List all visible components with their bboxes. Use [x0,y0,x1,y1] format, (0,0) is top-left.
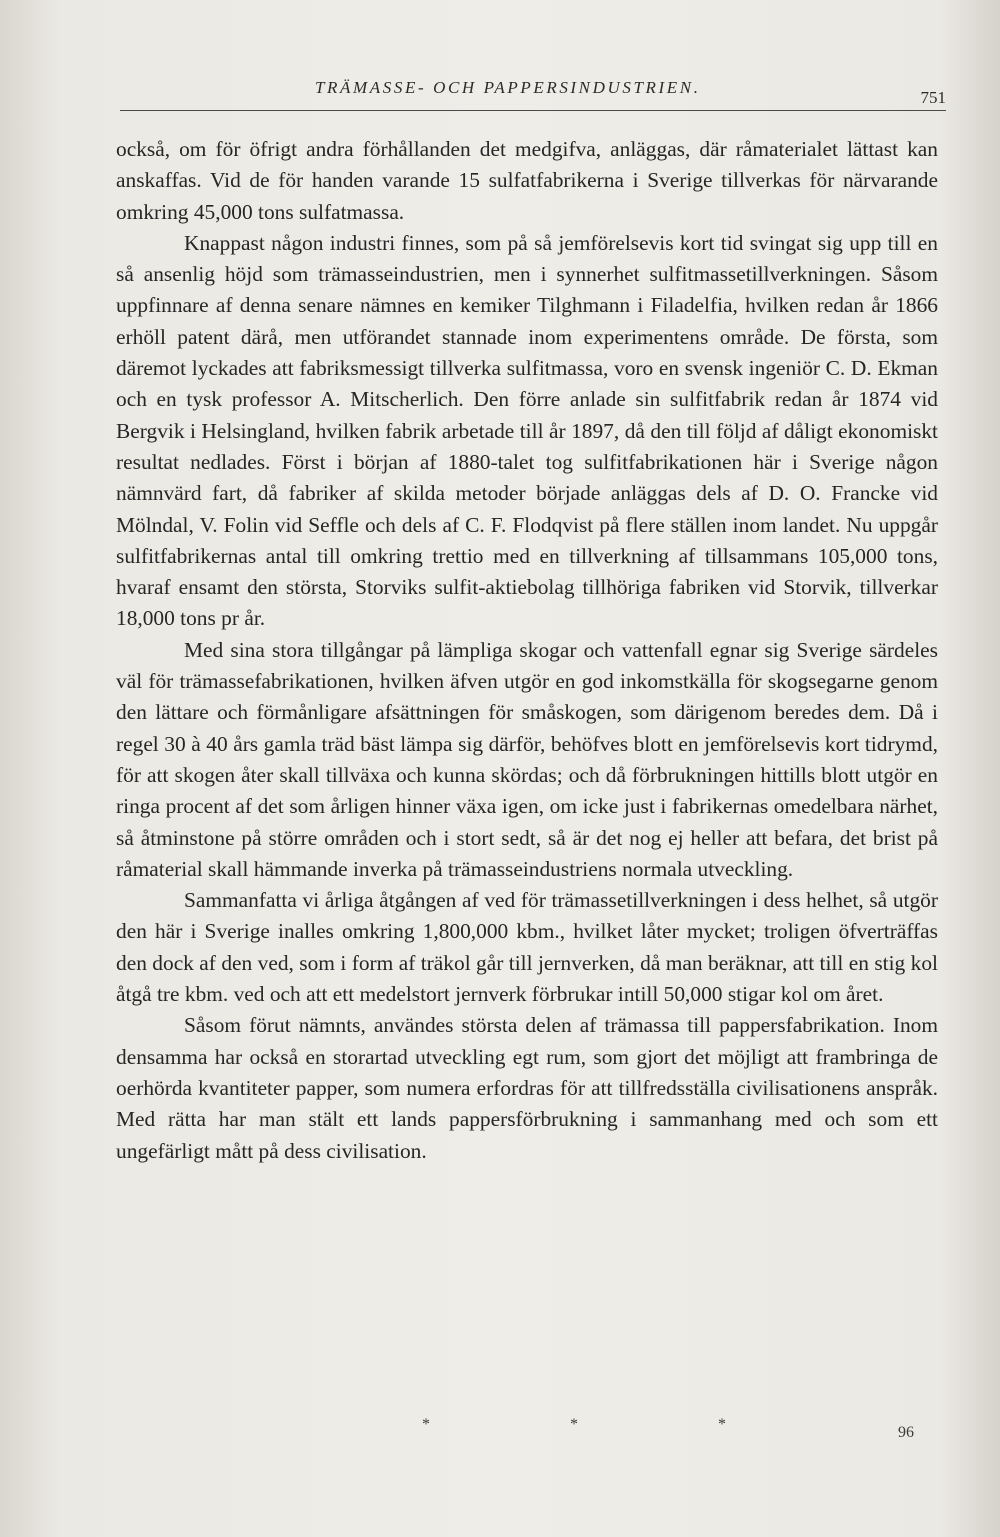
signature-mark: 96 [898,1424,914,1441]
page-footer [116,1416,938,1446]
paragraph-1: också, om för öfrigt andra förhållanden det medgifva, anläggas, där råmaterialet lättast kan anskaffas. Vid de för handen varande 15 sulfatfabrikerna i Sverige tillverkas för närvarande omkring 45,000 tons sulfatmassa. [116,137,938,224]
paragraph-5: Såsom förut nämnts, användes största delen af trämassa till pappersfabrikation. Inom densamma har också en storartad utveckling egt rum, som gjort det möjligt att frambringa de oerhörda kvantiteter papper, som numera erfordras för att tillfredsställa civilisationens anspråk. Med rätta har man stält ett lands pappersförbrukning i sammanhang med och som ett ungefärligt mått på dess civilisation. [116,1013,938,1163]
page-header [120,74,946,108]
page-number: 751 [920,88,946,107]
asterism-ornament: * * * [422,1416,794,1433]
header-rule [120,110,946,111]
paragraph-2: Knappast någon industri finnes, som på så jemförelsevis kort tid svingat sig upp till en så ansenlig höjd som trämasseindustrien, men i synnerhet sulfitmassetillverkningen. Såsom uppfinnare af denna senare nämnes en kemiker Tilghmann i Filadelfia, hvilken redan år 1866 erhöll patent därå, men utförandet stannade inom experimentens område. De första, som däremot lyckades att fabriksmessigt tillverka sulfitmassa, voro en svensk ingeniör C. D. Ekman och en tysk professor A. Mitscherlich. Den förre anlade sin sulfitfabrik redan år 1874 vid Bergvik i Helsingland, hvilken fabrik arbetade till år 1897, då den till följd af dåligt ekonomiskt resultat nedlades. Först i början af 1880-talet tog sulfitfabrikationen här i Sverige någon nämnvärd fart, då fabriker af skilda metoder började anläggas dels af D. O. Francke vid Mölndal, V. Folin vid Seffle och dels af C. F. Flodqvist på flere ställen inom landet. Nu uppgår sulfitfabrikernas antal till omkring trettio med en tillverkning af tillsammans 105,000 tons, hvaraf ensamt den största, Storviks sulfit-aktiebolag tillhöriga fabriken vid Storvik, tillverkar 18,000 tons pr år. [116,230,938,631]
paragraph-3: Med sina stora tillgångar på lämpliga skogar och vattenfall egnar sig Sverige särdeles väl för trämassefabrikationen, hvilken äfven utgör en god inkomstkälla för skogsegarne genom den lättare och förmånligare afsättningen för småskogen, som därigenom beredes dem. Då i regel 30 à 40 års gamla träd bäst lämpa sig därför, behöfves blott en jemförelsevis kort tidrymd, för att skogen åter skall tillväxa och kunna skördas; och då förbrukningen hittills blott utgör en ringa procent af det som årligen hinner växa igen, om icke just i fabrikernas omedelbara närhet, så åtminstone på större områden och i stort sedt, så är det nog ej heller att befara, det brist på råmaterial skall hämmande inverka på trämasseindustriens normala utveckling. [116,637,938,881]
running-title: TRÄMASSE- OCH PAPPERSINDUSTRIEN. [315,78,701,97]
paragraph-4: Sammanfatta vi årliga åtgången af ved för trämassetillverkningen i dess helhet, så utgör den här i Sverige inalles omkring 1,800,000 kbm., hvilket låter mycket; troligen öfverträffas den dock af den ved, som i form af träkol går till jernverken, då man beräknar, att till en stig kol åtgå tre kbm. ved och att ett medelstort jernverk förbrukar intill 50,000 stigar kol om året. [116,888,938,1007]
body-text [116,134,938,1167]
